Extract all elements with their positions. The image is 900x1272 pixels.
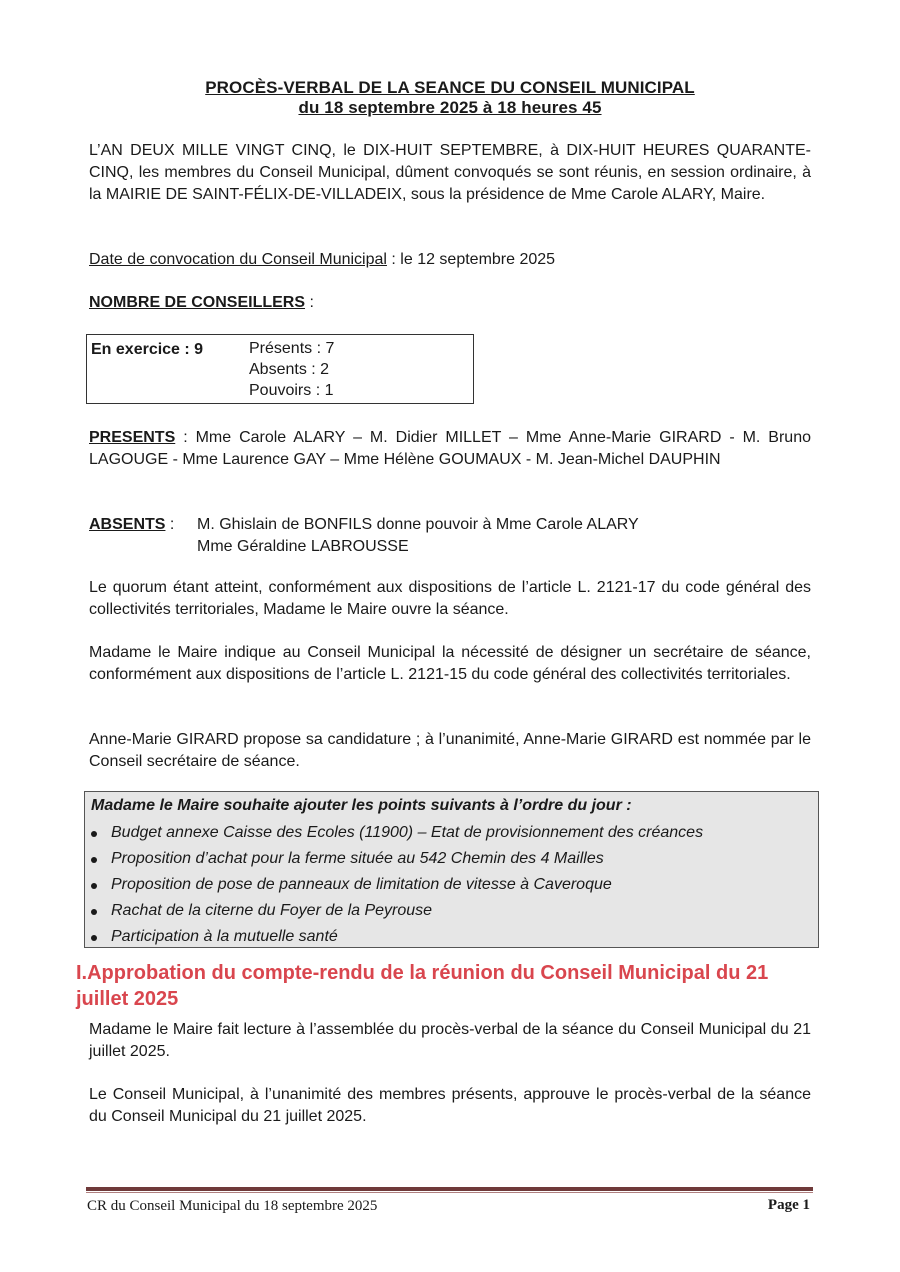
agenda-item: Proposition de pose de panneaux de limitation de vitesse à Caveroque bbox=[85, 874, 703, 900]
presents-label: PRESENTS bbox=[89, 429, 176, 446]
count-absents: Absents : 2 bbox=[249, 361, 330, 378]
document-subtitle: du 18 septembre 2025 à 18 heures 45 bbox=[298, 98, 602, 117]
absents-label: ABSENTS bbox=[89, 516, 166, 533]
conseillers-heading-label: NOMBRE DE CONSEILLERS bbox=[89, 294, 306, 311]
presents-list: : Mme Carole ALARY – M. Didier MILLET – Mme Anne-Marie GIRARD - M. Bruno LAGOUGE - Mme Laurence GAY – Mme Hélène GOUMAUX - M. Jean-Michel DAUPHIN bbox=[89, 429, 811, 468]
absent-1: M. Ghislain de BONFILS donne pouvoir à Mme Carole ALARY bbox=[197, 516, 639, 533]
presents-paragraph bbox=[89, 427, 811, 471]
candidature-paragraph: Anne-Marie GIRARD propose sa candidature ; à l’unanimité, Anne-Marie GIRARD est nommée par le Conseil secrétaire de séance. bbox=[89, 731, 811, 770]
footer-divider bbox=[86, 1187, 813, 1191]
conseillers-heading-suffix: : bbox=[305, 294, 314, 311]
conseillers-heading bbox=[89, 292, 314, 314]
quorum-paragraph: Le quorum étant atteint, conformément aux dispositions de l’article L. 2121-17 du code général des collectivités territoriales, Madame le Maire ouvre la séance. bbox=[89, 579, 811, 618]
absents-colon: : bbox=[165, 516, 175, 533]
agenda-additions-box bbox=[84, 791, 819, 948]
agenda-item: Proposition d’achat pour la ferme située au 542 Chemin des 4 Mailles bbox=[85, 848, 703, 874]
convocation-label: Date de convocation du Conseil Municipal bbox=[89, 251, 387, 268]
footer-divider-thin bbox=[86, 1192, 813, 1193]
document-title: PROCÈS-VERBAL DE LA SEANCE DU CONSEIL MUNICIPAL bbox=[205, 78, 695, 97]
conseillers-count-box bbox=[86, 334, 474, 404]
agenda-item: Participation à la mutuelle santé bbox=[85, 926, 703, 952]
agenda-list bbox=[85, 822, 703, 952]
absent-2: Mme Géraldine LABROUSSE bbox=[197, 538, 409, 555]
agenda-title: Madame le Maire souhaite ajouter les points suivants à l’ordre du jour : bbox=[91, 797, 632, 814]
intro-paragraph: L’AN DEUX MILLE VINGT CINQ, le DIX-HUIT SEPTEMBRE, à DIX-HUIT HEURES QUARANTE-CINQ, les membres du Conseil Municipal, dûment convoqués se sont réunis, en session ordinaire, à la MAIRIE DE SAINT-FÉLIX-DE-VILLADEIX, sous la présidence de Mme Carole ALARY, Maire. bbox=[89, 142, 811, 203]
count-presents: Présents : 7 bbox=[249, 340, 335, 357]
count-exercice: En exercice : 9 bbox=[91, 341, 204, 358]
footer-document-label: CR du Conseil Municipal du 18 septembre 2025 bbox=[87, 1198, 378, 1214]
convocation-line bbox=[89, 249, 555, 271]
agenda-item: Rachat de la citerne du Foyer de la Peyrouse bbox=[85, 900, 703, 926]
section-1-title: I.Approbation du compte-rendu de la réunion du Conseil Municipal du 21 juillet 2025 bbox=[76, 962, 769, 1010]
convocation-value: : le 12 septembre 2025 bbox=[386, 251, 556, 268]
count-pouvoirs: Pouvoirs : 1 bbox=[249, 382, 334, 399]
agenda-item: Budget annexe Caisse des Ecoles (11900) – Etat de provisionnement des créances bbox=[85, 822, 703, 848]
section-1-paragraph-2: Le Conseil Municipal, à l’unanimité des membres présents, approuve le procès-verbal de la séance du Conseil Municipal du 21 juillet 2025. bbox=[89, 1086, 811, 1125]
secretaire-paragraph: Madame le Maire indique au Conseil Municipal la nécessité de désigner un secrétaire de séance, conformément aux dispositions de l’article L. 2121-15 du code général des collectivités territoriales. bbox=[89, 644, 811, 683]
page-number: Page 1 bbox=[767, 1197, 810, 1213]
absents-block bbox=[89, 514, 174, 536]
section-1-paragraph-1: Madame le Maire fait lecture à l’assemblée du procès-verbal de la séance du Conseil Municipal du 21 juillet 2025. bbox=[89, 1021, 811, 1060]
